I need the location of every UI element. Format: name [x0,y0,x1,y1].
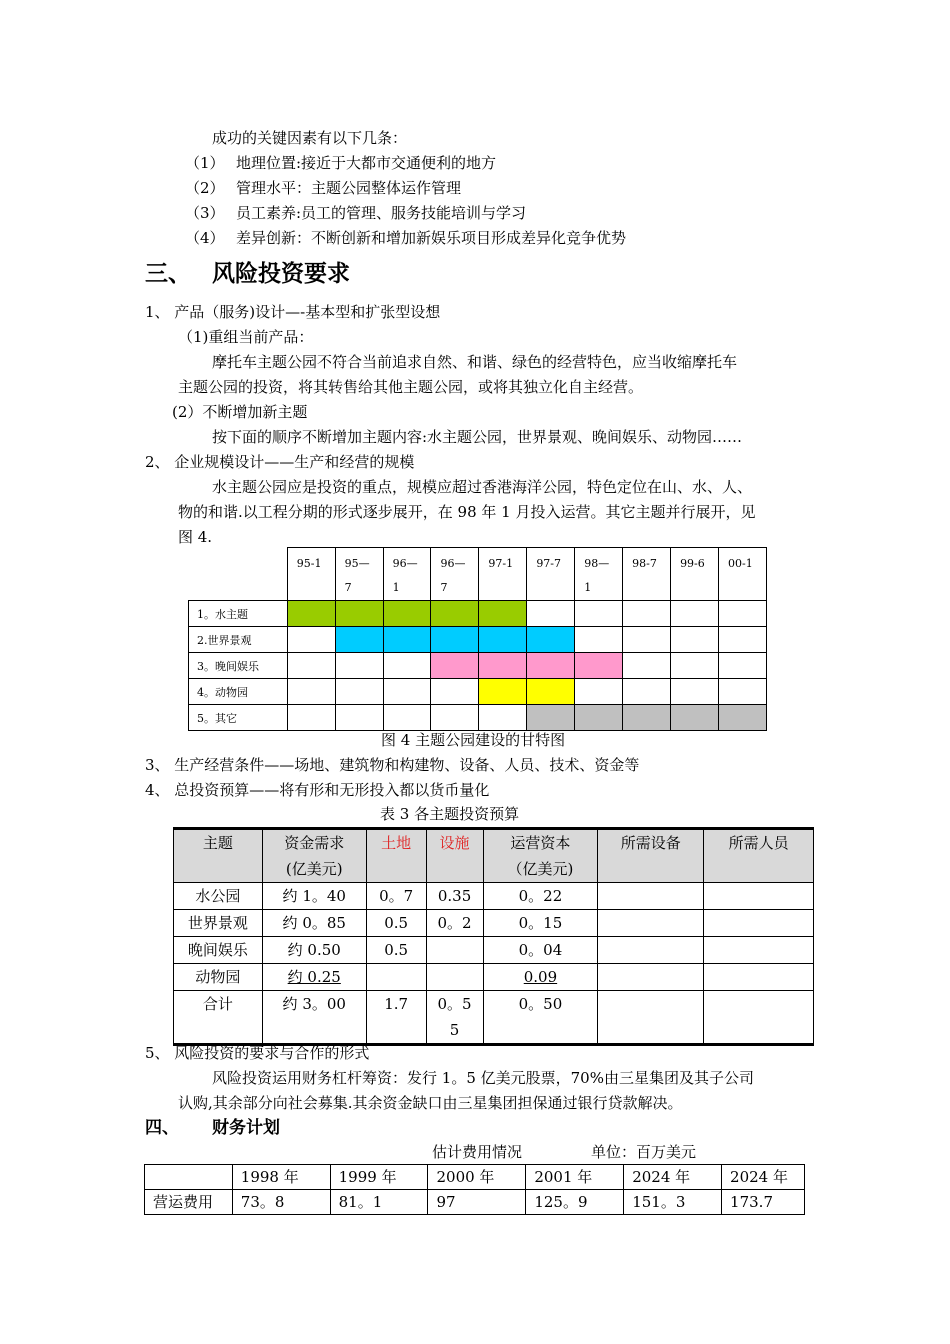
budget-header-facility: 设施 [426,829,483,883]
table-cell: 0.09 [483,964,598,991]
table-cell: 1.7 [366,991,426,1045]
section3-title: 风险投资要求 [212,261,350,287]
gantt-period-header [718,548,766,601]
table-cell: 约 0。85 [262,910,366,937]
gantt-bar-cell [431,627,479,653]
table-cell [598,964,704,991]
table-cell: 0。50 [483,991,598,1045]
gantt-bar-cell [479,627,527,653]
table-cell: 0.5 [366,910,426,937]
gantt-row [189,653,767,679]
finance-value: 173.7 [722,1190,805,1215]
gantt-period-header [479,548,527,601]
gantt-bar-cell [383,627,431,653]
gantt-empty-cell [718,627,766,653]
gantt-row [189,627,767,653]
intro-lead: 成功的关键因素有以下几条： [212,129,408,147]
gantt-empty-cell [431,679,479,705]
section4-number: 四、 [145,1118,179,1138]
p1-sub1-text: 摩托车主题公园不符合当前追求自然、和谐、绿色的经营特色，应当收缩摩托车 [212,353,738,371]
intro-item-num: （1） [185,154,225,172]
gantt-bar-cell [623,705,671,731]
intro-item-text: 差异创新：不断创新和增加新娱乐项目形成差异化竞争优势 [236,229,627,247]
finance-value: 81。1 [330,1190,428,1215]
budget-header-equipment: 所需设备 [598,829,704,883]
intro-item-text: 员工素养:员工的管理、服务技能培训与学习 [236,204,527,222]
table-row [174,910,814,937]
table-cell: 约 3。00 [262,991,366,1045]
gantt-row [189,705,767,731]
table-row [174,883,814,910]
table-cell: 约 0.50 [262,937,366,964]
gantt-empty-cell [718,679,766,705]
gantt-period-header [671,548,719,601]
gantt-empty-cell [383,679,431,705]
gantt-period-label: 1 [584,581,592,594]
table-cell: 0。5 5 [426,991,483,1045]
p1-sub1-text: 主题公园的投资，将其转售给其他主题公园，或将其独立化自主经营。 [178,378,644,396]
gantt-bar-cell [335,627,383,653]
gantt-period-header [431,548,479,601]
gantt-empty-cell [527,601,575,627]
gantt-empty-cell [335,653,383,679]
gantt-period-label: 1 [392,581,400,594]
intro-item-num: （3） [185,204,225,222]
gantt-empty-cell [287,705,335,731]
finance-header-row [145,1165,805,1190]
finance-year: 1999 年 [330,1165,428,1190]
table-cell [598,910,704,937]
gantt-row-label: 3。晚间娱乐 [189,653,288,679]
finance-value: 151。3 [624,1190,722,1215]
finance-value: 125。9 [526,1190,624,1215]
finance-year: 1998 年 [232,1165,330,1190]
gantt-empty-cell [623,679,671,705]
gantt-period-header [527,548,575,601]
gantt-empty-cell [575,601,623,627]
gantt-bar-cell [718,705,766,731]
gantt-bar-cell [431,653,479,679]
budget-table [173,827,814,1046]
gantt-empty-cell [623,653,671,679]
gantt-empty-cell [718,601,766,627]
p5-text: 认购,其余部分向社会募集.其余资金缺口由三星集团担保通过银行贷款解决。 [178,1094,683,1112]
gantt-period-label: 95— [344,557,370,570]
gantt-empty-cell [671,679,719,705]
p2-text: 物的和谐.以工程分期的形式逐步展开，在 98 年 1 月投入运营。其它主题并行展开，见 [178,503,756,521]
table-cell: 约 1。40 [262,883,366,910]
gantt-row [189,601,767,627]
table-cell: 0.35 [426,883,483,910]
gantt-period-label: 7 [344,581,352,594]
budget-header-capital: 运营资本 （亿美元) [483,829,598,883]
table-cell [598,991,704,1045]
table-cell: 0.5 [366,937,426,964]
table-cell [704,937,814,964]
p4-title: 4、 总投资预算——将有形和无形投入都以货币量化 [145,781,490,799]
finance-subtitle: 估计费用情况 [432,1143,523,1161]
table-cell: 0。2 [426,910,483,937]
table-cell [598,883,704,910]
gantt-bar-cell [479,679,527,705]
gantt-empty-cell [287,679,335,705]
table-cell [704,964,814,991]
finance-value: 97 [428,1190,526,1215]
finance-corner [145,1165,233,1190]
gantt-empty-cell [335,705,383,731]
budget-header-row [174,829,814,883]
gantt-empty-cell [431,705,479,731]
gantt-period-label: 99-6 [680,557,705,570]
table-cell: 0。7 [366,883,426,910]
table-cell [704,910,814,937]
finance-data-row [145,1190,805,1215]
intro-item-text: 管理水平：主题公园整体运作管理 [236,179,462,197]
table-cell: 动物园 [174,964,263,991]
p2-text: 图 4. [178,528,213,546]
table-cell: 晚间娱乐 [174,937,263,964]
gantt-bar-cell [335,601,383,627]
gantt-bar-cell [479,653,527,679]
gantt-period-header [383,548,431,601]
gantt-caption: 图 4 主题公园建设的甘特图 [381,731,566,749]
section3-number: 三、 [145,261,191,287]
table-cell [426,937,483,964]
gantt-period-label: 98— [584,557,610,570]
gantt-empty-cell [623,601,671,627]
gantt-bar-cell [527,705,575,731]
gantt-period-header [575,548,623,601]
gantt-period-header [287,548,335,601]
finance-table [144,1164,805,1215]
intro-item-num: （2） [185,179,225,197]
gantt-bar-cell [479,601,527,627]
gantt-empty-cell [287,627,335,653]
gantt-empty-cell [671,653,719,679]
p2-text: 水主题公园应是投资的重点，规模应超过香港海洋公园，特色定位在山、水、人、 [212,478,753,496]
table-cell: 0。04 [483,937,598,964]
gantt-period-header [623,548,671,601]
gantt-row-label: 2.世界景观 [189,627,288,653]
intro-item-num: （4） [185,229,225,247]
gantt-period-label: 7 [440,581,448,594]
gantt-chart [188,547,767,731]
p2-title: 2、 企业规模设计——生产和经营的规模 [145,453,415,471]
table-cell: 水公园 [174,883,263,910]
finance-year: 2024 年 [624,1165,722,1190]
gantt-period-label: 95-1 [296,557,322,570]
gantt-bar-cell [287,601,335,627]
section4-title: 财务计划 [212,1118,280,1138]
finance-year: 2000 年 [428,1165,526,1190]
gantt-bar-cell [527,679,575,705]
budget-header-theme: 主题 [174,829,263,883]
gantt-empty-cell [479,705,527,731]
p1-sub2: (2）不断增加新主题 [172,403,308,421]
gantt-header-row [189,548,767,601]
gantt-period-label: 98-7 [632,557,657,570]
gantt-corner [189,548,288,601]
table-cell: 约 0.25 [262,964,366,991]
gantt-row [189,679,767,705]
gantt-row-label: 5。其它 [189,705,288,731]
table-cell: 合计 [174,991,263,1045]
p5-text: 风险投资运用财务杠杆筹资：发行 1。5 亿美元股票，70%由三星集团及其子公司 [212,1069,754,1087]
table-cell: 0。22 [483,883,598,910]
gantt-row-label: 1。水主题 [189,601,288,627]
table-row [174,991,814,1045]
gantt-bar-cell [431,601,479,627]
table-row [174,964,814,991]
table-cell [704,883,814,910]
gantt-empty-cell [671,627,719,653]
p1-sub2-text: 按下面的顺序不断增加主题内容:水主题公园，世界景观、晚间娱乐、动物园…… [212,428,743,446]
gantt-empty-cell [383,705,431,731]
gantt-bar-cell [527,627,575,653]
table-cell [366,964,426,991]
budget-header-funding: 资金需求 (亿美元) [262,829,366,883]
gantt-empty-cell [718,653,766,679]
budget-header-land: 土地 [366,829,426,883]
gantt-empty-cell [575,627,623,653]
finance-unit: 单位：百万美元 [591,1143,697,1161]
gantt-empty-cell [287,653,335,679]
p1-title: 1、 产品（服务)设计—-基本型和扩张型设想 [145,303,441,321]
table-cell [598,937,704,964]
gantt-period-label: 97-7 [536,557,562,570]
finance-year: 2001 年 [526,1165,624,1190]
intro-item-text: 地理位置:接近于大都市交通便利的地方 [236,154,497,172]
gantt-bar-cell [671,705,719,731]
gantt-empty-cell [623,627,671,653]
table-cell [426,964,483,991]
gantt-period-label: 96— [440,557,466,570]
budget-header-staff: 所需人员 [704,829,814,883]
gantt-bar-cell [383,601,431,627]
table-cell: 0。15 [483,910,598,937]
finance-row-label: 营运费用 [145,1190,233,1215]
gantt-period-label: 00-1 [727,557,753,570]
gantt-period-label: 96— [392,557,418,570]
table-row [174,937,814,964]
gantt-bar-cell [575,653,623,679]
gantt-period-header [335,548,383,601]
finance-year: 2024 年 [722,1165,805,1190]
gantt-bar-cell [575,705,623,731]
gantt-empty-cell [575,679,623,705]
gantt-period-label: 97-1 [488,557,514,570]
finance-value: 73。8 [232,1190,330,1215]
p3-title: 3、 生产经营条件——场地、建筑物和构建物、设备、人员、技术、资金等 [145,756,640,774]
table-cell [704,991,814,1045]
budget-caption: 表 3 各主题投资预算 [380,805,520,823]
gantt-bar-cell [527,653,575,679]
gantt-empty-cell [671,601,719,627]
gantt-empty-cell [383,653,431,679]
gantt-empty-cell [335,679,383,705]
table-cell: 世界景观 [174,910,263,937]
gantt-row-label: 4。动物园 [189,679,288,705]
p1-sub1: （1)重组当前产品： [178,328,314,346]
p5-title: 5、 风险投资的要求与合作的形式 [145,1044,370,1062]
